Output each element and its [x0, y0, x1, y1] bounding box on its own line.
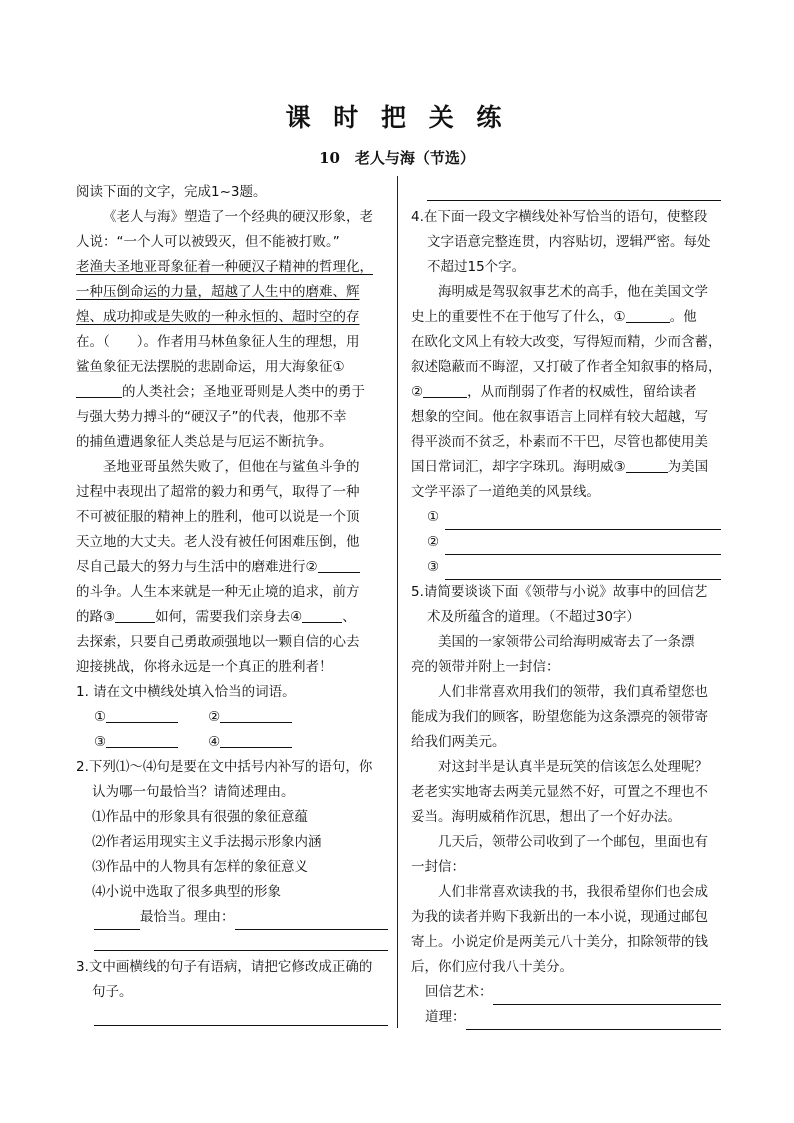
moral-answer[interactable]: 道理： [411, 1005, 721, 1030]
story-line: 后，你们应付我八十美分。 [411, 959, 573, 975]
passage-line: 过程中表现出了超常的毅力和勇气，取得了一种 [76, 484, 360, 500]
passage-line: 尽自己最大的努力与生活中的磨难进行② [76, 555, 388, 580]
q4-blank-2[interactable] [423, 382, 467, 398]
blank-2[interactable] [318, 557, 360, 573]
story-line: 妥当。海明威稍作沉思，想出了一个好办法。 [411, 809, 681, 825]
passage-line: 人说：“一个人可以被毁灭，但不能被打败。” [76, 234, 340, 250]
q1-answer-3[interactable]: ③ [94, 730, 178, 755]
story-line: 人们非常喜欢用我们的领带，我们真希望您也 [438, 684, 708, 700]
q1-answer-row [76, 705, 388, 730]
story-line: 对这封半是认真半是玩笑的信该怎么处理呢？ [438, 759, 708, 775]
passage-line: 的斗争。人生本来就是一种无止境的追求，前方 [76, 584, 360, 600]
question-4: 文字语意完整连贯，内容贴切，逻辑严密。每处 [427, 234, 711, 250]
q4-text-line: 史上的重要性不在于他写了什么，① 。他 [411, 309, 697, 325]
q4-text-line: 叙述隐蔽而不晦涩，又打破了作者全知叙事的格局， [411, 359, 722, 375]
q4-text-line: 在欧化文风上有较大改变，写得短而精，少而含蓄， [411, 334, 722, 350]
passage-line: 在。（ ）。作者用马林鱼象征人生的理想，用 [76, 334, 360, 350]
q4-text-line: 文学平添了一道绝美的风景线。 [411, 484, 600, 500]
q4-text-line: 国日常词汇，却字字珠玑。海明威③ 为美国 [411, 459, 709, 475]
story-line: 一封信： [411, 859, 465, 875]
question-2: 认为哪一句最恰当？请简述理由。 [92, 784, 295, 800]
question-5: 术及所蕴含的道理。（不超过30字） [427, 609, 640, 625]
blank-3[interactable] [115, 607, 155, 623]
q4-text-line: 想象的空间。他在叙事语言上同样有较大超越，写 [411, 409, 708, 425]
q3-answer-line-continued[interactable] [411, 180, 721, 205]
q4-answer-3[interactable]: ③ [411, 555, 721, 580]
q1-answer-4[interactable]: ④ [208, 730, 292, 755]
column-divider [397, 176, 398, 1028]
passage-line: 《老人与海》塑造了一个经典的硬汉形象，老 [103, 209, 373, 225]
question-5: 5.请简要谈谈下面《领带与小说》故事中的回信艺 [411, 584, 708, 600]
q2-answer-line[interactable]: 最恰当。理由： [76, 905, 388, 930]
q4-answer-2[interactable]: ② [411, 530, 721, 555]
q1-answer-1[interactable]: ① [94, 705, 178, 730]
story-line: 人们非常喜欢读我的书，我很希望你们也会成 [438, 884, 708, 900]
q2-option: ⑴作品中的形象具有很强的象征意蕴 [92, 809, 308, 825]
blank-4[interactable] [302, 607, 342, 623]
passage-line: 的捕鱼遭遇象征人类总是与厄运不断抗争。 [76, 434, 333, 450]
reply-art-answer[interactable]: 回信艺术： [411, 980, 721, 1005]
q4-text-line: ② ，从而削弱了作者的权威性，留给读者 [411, 384, 697, 400]
underlined-sentence: 煌、成功抑或是失败的一种永恒的、超时空的存 [76, 309, 360, 325]
blank-1[interactable] [76, 382, 122, 398]
story-line: 给我们两美元。 [411, 734, 506, 750]
story-line: 美国的一家领带公司给海明威寄去了一条漂 [438, 634, 695, 650]
left-column [76, 180, 388, 1030]
q2-option: ⑷小说中选取了很多典型的形象 [92, 884, 281, 900]
q3-answer-line[interactable] [76, 1005, 388, 1030]
question-3: 3.文中画横线的句子有语病，请把它修改成正确的 [76, 959, 373, 975]
story-line: 亮的领带并附上一封信： [411, 659, 560, 675]
passage-line: 圣地亚哥虽然失败了，但他在与鲨鱼斗争的 [103, 459, 360, 475]
underlined-sentence: 一种压倒命运的力量，超越了人生中的磨难、辉 [76, 284, 360, 300]
question-4: 4.在下面一段文字横线处补写恰当的语句，使整段 [411, 209, 708, 225]
q4-text-line: 海明威是驾驭叙事艺术的高手，他在美国文学 [438, 284, 708, 300]
story-line: 为我的读者并购下我新出的一本小说，现通过邮包 [411, 909, 708, 925]
q2-option: ⑶作品中的人物具有怎样的象征意义 [92, 859, 308, 875]
right-column [411, 180, 721, 1030]
lesson-subtitle: 10 老人与海（节选） [319, 149, 475, 167]
q4-blank-3[interactable] [626, 457, 668, 473]
passage-line: 天立地的大丈夫。老人没有被任何困难压倒，他 [76, 534, 360, 550]
passage-line: 迎接挑战，你将永远是一个真正的胜利者！ [76, 659, 333, 675]
q4-text-line: 得平淡而不贫乏，朴素而不干巴，尽管也都使用美 [411, 434, 708, 450]
story-line: 老老实实地寄去两美元显然不好，可置之不理也不 [411, 784, 708, 800]
q2-answer-line[interactable] [76, 930, 388, 955]
story-line: 寄上。小说定价是两美元八十美分，扣除领带的钱 [411, 934, 708, 950]
passage-line: 的人类社会；圣地亚哥则是人类中的勇于 [76, 380, 388, 405]
passage-line: 不可被征服的精神上的胜利，他可以说是一个顶 [76, 509, 360, 525]
passage-line: 的路③ 如何，需要我们亲身去④ 、 [76, 609, 356, 625]
story-line: 能成为我们的顾客，盼望您能为这条漂亮的领带寄 [411, 709, 708, 725]
passage-line: 鲨鱼象征无法摆脱的悲剧命运，用大海象征① [76, 359, 345, 375]
question-2: 2.下列⑴～⑷句是要在文中括号内补写的语句，你 [76, 759, 373, 775]
q4-answer-1[interactable]: ① [411, 505, 721, 530]
passage-line: 与强大势力搏斗的“硬汉子”的代表，他那不幸 [76, 409, 347, 425]
story-line: 几天后，领带公司收到了一个邮包，里面也有 [438, 834, 708, 850]
page-title: 课 时 把 关 练 [285, 103, 509, 132]
question-1: 1. 请在文中横线处填入恰当的词语。 [76, 684, 296, 700]
question-4: 不超过15个字。 [427, 259, 526, 275]
passage-line: 去探索，只要自己勇敢顽强地以一颗自信的心去 [76, 634, 360, 650]
underlined-sentence: 老渔夫圣地亚哥象征着一种硬汉子精神的哲理化， [76, 259, 373, 275]
q1-answer-2[interactable]: ② [208, 705, 292, 730]
q2-option: ⑵作者运用现实主义手法揭示形象内涵 [92, 834, 322, 850]
q1-answer-row [76, 730, 388, 755]
q4-blank-1[interactable] [626, 307, 670, 323]
reading-instruction: 阅读下面的文字，完成1~3题。 [76, 184, 267, 200]
question-3: 句子。 [92, 984, 133, 1000]
